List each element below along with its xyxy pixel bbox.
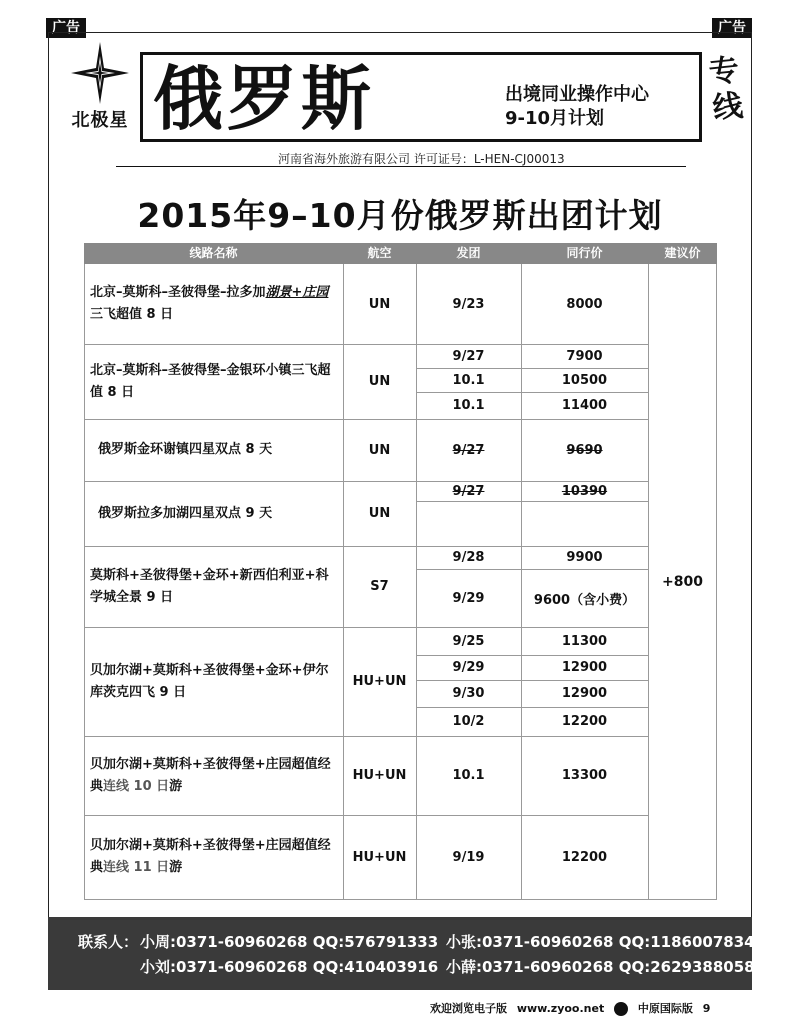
trade-price: 8000 xyxy=(566,296,603,312)
trade-price-cancelled: 10390 xyxy=(561,483,608,499)
footer-site-link[interactable]: www.zyoo.net xyxy=(516,1002,605,1015)
title-russia: 俄罗斯 xyxy=(153,58,375,140)
route-name: 莫斯科+圣彼得堡+金环+新西伯利亚+科学城全景 9 日 xyxy=(90,567,329,605)
departure-date: 10.1 xyxy=(452,398,485,413)
footer-edition: 中原国际版 xyxy=(637,1002,693,1015)
divider xyxy=(116,166,686,167)
north-star-icon xyxy=(71,42,129,104)
ad-label-right: 广告 xyxy=(712,18,752,38)
grid-line xyxy=(416,501,648,502)
footer xyxy=(430,1000,716,1016)
departure-date: 10.1 xyxy=(452,372,485,388)
special-line-calligraphy: 专线 xyxy=(707,52,745,127)
ad-label-left: 广告 xyxy=(46,18,86,38)
trade-price: 12200 xyxy=(561,849,608,865)
header-route: 线路名称 xyxy=(84,243,343,264)
trade-price: 7900 xyxy=(566,348,603,364)
license-text: 河南省海外旅游有限公司 许可证号：L-HEN-CJ00013 xyxy=(278,152,565,166)
route-name: 贝加尔湖+莫斯科+圣彼得堡+庄园超值经典连线 10 日游 xyxy=(90,756,331,794)
departure-date: 10/2 xyxy=(452,714,485,729)
plan-title: 2015年9–10月份俄罗斯出团计划 xyxy=(137,196,663,235)
airline: UN xyxy=(368,506,391,521)
route-name: 北京–莫斯科–圣彼得堡–拉多加湖景+庄园三飞超值 8 日 xyxy=(90,285,329,322)
publisher-seal-icon xyxy=(614,1002,628,1016)
departure-date: 10.1 xyxy=(452,768,485,783)
trade-price-cancelled: 9690 xyxy=(566,442,603,458)
route-name: 北京–莫斯科–圣彼得堡–金银环小镇三飞超值 8 日 xyxy=(90,362,331,400)
airline: HU+UN xyxy=(352,768,407,783)
departure-date: 9/19 xyxy=(452,849,485,865)
departure-date: 9/30 xyxy=(452,686,485,701)
contact-person: 小薛:0371-60960268 QQ:2629388058 xyxy=(446,958,755,976)
departure-date: 9/25 xyxy=(452,633,485,649)
departure-date-cancelled: 9/27 xyxy=(452,442,485,458)
trade-price: 12900 xyxy=(561,686,608,701)
route-name: 贝加尔湖+莫斯科+圣彼得堡+庄园超值经典连线 11 日游 xyxy=(90,838,331,875)
grid-line xyxy=(84,899,717,900)
trade-price: 9600（含小费） xyxy=(533,592,636,608)
departure-date: 9/29 xyxy=(452,660,485,675)
contact-person: 小刘:0371-60960268 QQ:410403916 xyxy=(140,958,439,976)
trade-price: 11400 xyxy=(561,398,608,413)
route-name: 俄罗斯金环谢镇四星双点 8 天 xyxy=(98,442,273,457)
header-trade-price: 同行价 xyxy=(521,243,648,264)
contact-person: 小张:0371-60960268 QQ:1186007834 xyxy=(446,933,755,951)
header-airline: 航空 xyxy=(343,243,416,264)
contact-label: 联系人： xyxy=(78,933,139,951)
title-subtitle xyxy=(505,83,649,131)
header-suggested-price: 建议价 xyxy=(648,243,717,264)
trade-price: 13300 xyxy=(561,768,608,783)
departure-date: 9/23 xyxy=(452,296,485,312)
contact-person: 小周:0371-60960268 QQ:576791333 xyxy=(140,933,439,951)
route-name: 贝加尔湖+莫斯科+圣彼得堡+金环+伊尔库茨克四飞 9 日 xyxy=(90,662,329,700)
footer-browse: 欢迎浏览电子版 xyxy=(430,1002,507,1015)
airline: S7 xyxy=(370,579,389,594)
page-number: 9 xyxy=(702,1002,711,1015)
trade-price: 10500 xyxy=(561,372,608,388)
subtitle-line1: 出境同业操作中心 xyxy=(505,84,649,105)
trade-price: 12900 xyxy=(561,660,608,675)
route-name: 俄罗斯拉多加湖四星双点 9 天 xyxy=(98,505,273,521)
logo-text: 北极星 xyxy=(71,110,129,131)
trade-price: 11300 xyxy=(561,633,608,649)
contact-bar xyxy=(48,917,755,990)
airline: UN xyxy=(368,374,391,389)
airline: HU+UN xyxy=(352,674,407,689)
title-box xyxy=(140,52,702,142)
logo xyxy=(68,42,132,132)
departure-date: 9/29 xyxy=(452,590,485,606)
header-departure: 发团 xyxy=(416,243,521,264)
subtitle-line2: 9-10月计划 xyxy=(505,108,605,129)
suggested-price: +800 xyxy=(662,573,703,590)
airline: UN xyxy=(368,442,391,458)
departure-date-cancelled: 9/27 xyxy=(452,483,485,499)
trade-price: 12200 xyxy=(561,714,608,729)
airline: UN xyxy=(368,296,391,312)
airline: HU+UN xyxy=(352,849,407,865)
departure-date: 9/27 xyxy=(452,348,485,364)
departure-date: 9/28 xyxy=(452,550,485,565)
trade-price: 9900 xyxy=(566,550,603,565)
tour-table xyxy=(84,243,717,900)
